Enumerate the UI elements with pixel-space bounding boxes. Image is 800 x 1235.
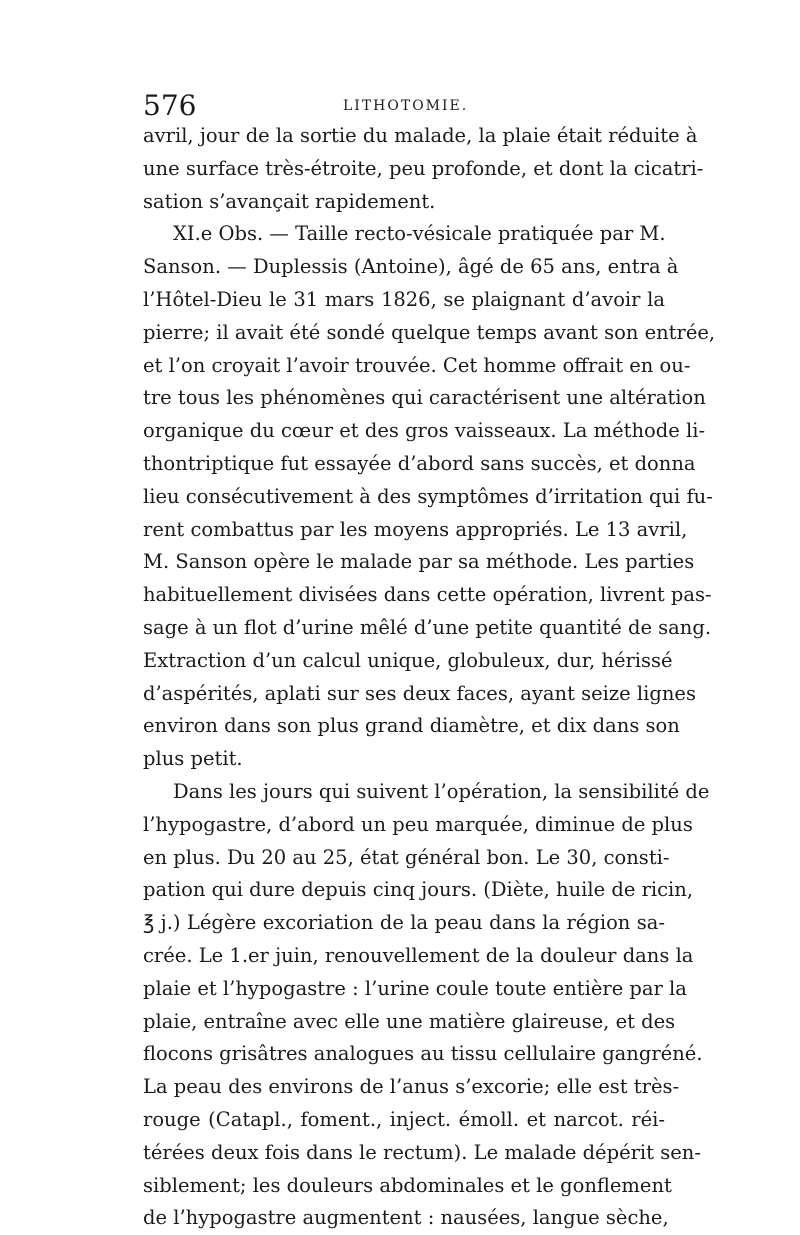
text-line: rouge (Catapl., foment., inject. émoll. et narcot. réi- [143,1107,665,1131]
text-line: et l’on croyait l’avoir trouvée. Cet homme offrait en ou- [143,353,691,377]
text-line: l’hypogastre, d’abord un peu marquée, diminue de plus [143,812,693,836]
text-line: une surface très-étroite, peu profonde, et dont la cicatri- [143,156,704,180]
text-line: lieu consécutivement à des symptômes d’irritation qui fu- [143,484,713,508]
text-line: ℥ j.) Légère excoriation de la peau dans la région sa- [143,911,665,935]
body-text [143,120,716,1235]
paragraph-start-line: Dans les jours qui suivent l’opération, la sensibilité de [173,779,710,803]
text-line: pierre; il avait été sondé quelque temps avant son entrée, [143,320,716,344]
text-line: M. Sanson opère le malade par sa méthode. Les parties [143,550,695,574]
text-line: siblement; les douleurs abdominales et le gonflement [143,1173,672,1197]
text-line: Sanson. — Duplessis (Antoine), âgé de 65 ans, entra à [143,255,679,279]
text-line: flocons grisâtres analogues au tissu cellulaire gangréné. [143,1042,703,1066]
text-line: thontriptique fut essayée d’abord sans succès, et donna [143,451,696,475]
text-line: plus petit. [143,747,243,771]
text-line: organique du cœur et des gros vaisseaux. La méthode li- [143,419,706,443]
text-line: habituellement divisées dans cette opération, livrent pas- [143,583,712,607]
page-number: 576 [143,89,197,122]
observation-heading-line: XI.e Obs. — Taille recto-vésicale pratiquée par M. [173,222,666,246]
text-line: tre tous les phénomènes qui caractérisent une altération [143,386,706,410]
text-line: rent combattus par les moyens appropriés. Le 13 avril, [143,517,688,541]
text-line: térées deux fois dans le rectum). Le malade dépérit sen- [143,1140,701,1164]
text-line: sage à un flot d’urine mêlé d’une petite quantité de sang. [143,615,712,639]
text-line: pation qui dure depuis cinq jours. (Diète, huile de ricin, [143,878,694,902]
text-line: environ dans son plus grand diamètre, et dix dans son [143,714,680,738]
text-line: sation s’avançait rapidement. [143,189,436,213]
text-line: de l’hypogastre augmentent : nausées, langue sèche, [143,1206,669,1230]
running-title: LITHOTOMIE. [343,98,469,114]
text-line: avril, jour de la sortie du malade, la plaie était réduite à [143,124,698,147]
text-line: plaie et l’hypogastre : l’urine coule toute entière par la [143,976,687,1000]
text-line: La peau des environs de l’anus s’excorie; elle est très- [143,1075,680,1099]
text-line: Extraction d’un calcul unique, globuleux, dur, hérissé [143,648,673,672]
text-line: en plus. Du 20 au 25, état général bon. Le 30, consti- [143,845,670,869]
text-line: d’aspérités, aplati sur ses deux faces, ayant seize lignes [143,681,696,705]
text-line: plaie, entraîne avec elle une matière glaireuse, et des [143,1009,676,1033]
text-line: l’Hôtel-Dieu le 31 mars 1826, se plaignant d’avoir la [143,287,665,311]
text-line: crée. Le 1.er juin, renouvellement de la douleur dans la [143,943,694,967]
